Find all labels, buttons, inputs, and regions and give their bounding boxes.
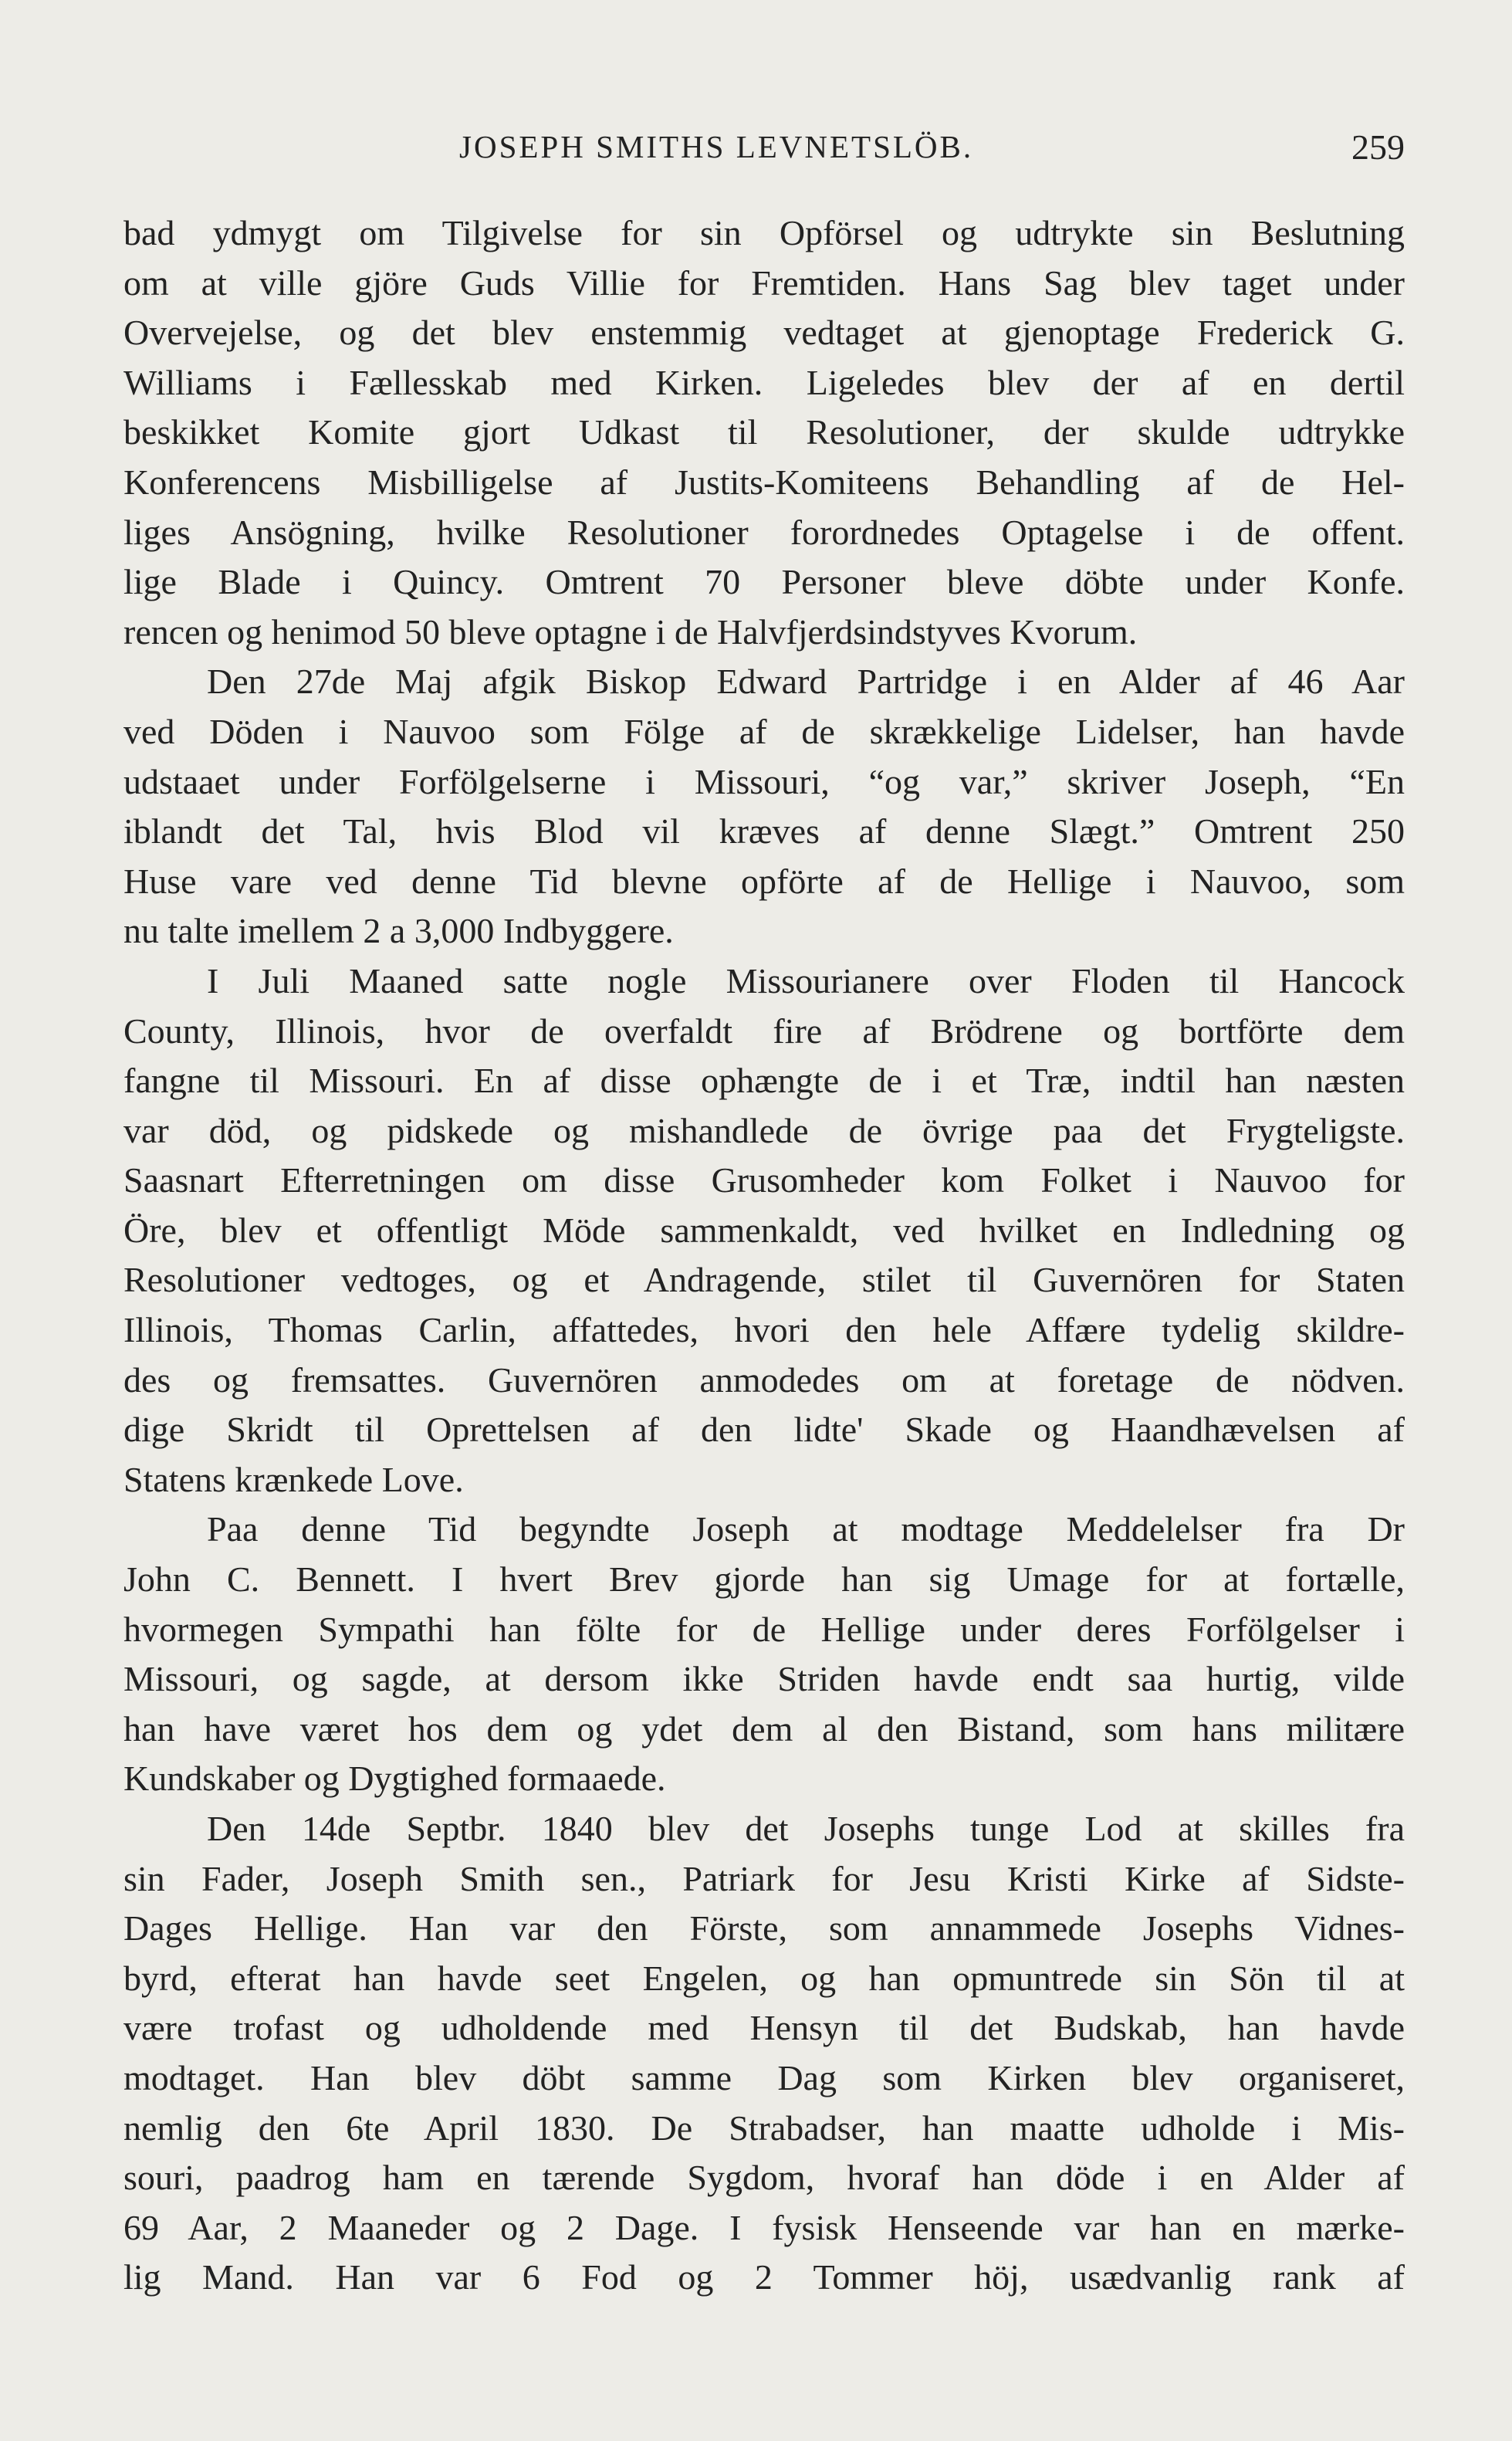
text-line: sin Fader, Joseph Smith sen., Patriark for Jesu Kristi Kirke af Sidste- bbox=[123, 1858, 1405, 1898]
text-line: iblandt det Tal, hvis Blod vil kræves af denne Slægt.” Omtrent 250 bbox=[123, 811, 1405, 851]
running-head bbox=[123, 128, 1405, 174]
text-line: beskikket Komite gjort Udkast til Resolutioner, der skulde udtrykke bbox=[123, 412, 1405, 452]
text-line: nemlig den 6te April 1830. De Strabadser, han maatte udholde i Mis- bbox=[123, 2108, 1405, 2148]
text-line: byrd, efterat han havde seet Engelen, og han opmuntrede sin Sön til at bbox=[123, 1958, 1405, 1998]
text-line: Saasnart Efterretningen om disse Grusomheder kom Folket i Nauvoo for bbox=[123, 1160, 1405, 1200]
text-line: liges Ansögning, hvilke Resolutioner forordnedes Optagelse i de offent. bbox=[123, 512, 1405, 552]
text-line: bad ydmygt om Tilgivelse for sin Opförsel og udtrykte sin Beslutning bbox=[123, 213, 1405, 252]
text-line: udstaaet under Forfölgelserne i Missouri, “og var,” skriver Joseph, “En bbox=[123, 761, 1405, 801]
text-line: souri, paadrog ham en tærende Sygdom, hvoraf han döde i en Alder af bbox=[123, 2158, 1405, 2198]
paragraph-first-line: I Juli Maaned satte nogle Missourianere over Floden til Hancock bbox=[207, 960, 1405, 1000]
text-line: han have været hos dem og ydet dem al den Bistand, som hans militære bbox=[123, 1708, 1405, 1749]
text-line: Resolutioner vedtoges, og et Andragende, stilet til Guvernören for Staten bbox=[123, 1260, 1405, 1300]
body-text bbox=[123, 208, 1405, 2303]
page-number: 259 bbox=[1351, 127, 1405, 167]
text-line: Konferencens Misbilligelse af Justits-Komiteens Behandling af de Hel- bbox=[123, 462, 1405, 502]
text-line: Dages Hellige. Han var den Förste, som annammede Josephs Vidnes- bbox=[123, 1908, 1405, 1948]
text-line: ved Döden i Nauvoo som Fölge af de skrækkelige Lidelser, han havde bbox=[123, 711, 1405, 751]
text-line: Huse vare ved denne Tid blevne opförte af de Hellige i Nauvoo, som bbox=[123, 861, 1405, 901]
text-line: 69 Aar, 2 Maaneder og 2 Dage. I fysisk Henseende var han en mærke- bbox=[123, 2207, 1405, 2247]
paragraph-first-line: Den 27de Maj afgik Biskop Edward Partridge i en Alder af 46 Aar bbox=[207, 662, 1405, 702]
text-line: fangne til Missouri. En af disse ophængte de i et Træ, indtil han næsten bbox=[123, 1061, 1405, 1101]
text-line: modtaget. Han blev döbt samme Dag som Kirken blev organiseret, bbox=[123, 2057, 1405, 2097]
text-line: County, Illinois, hvor de overfaldt fire af Brödrene og bortförte dem bbox=[123, 1011, 1405, 1051]
text-line: Williams i Fællesskab med Kirken. Ligeledes blev der af en dertil bbox=[123, 362, 1405, 402]
text-line: rencen og henimod 50 bleve optagne i de Halvfjerdsindstyves Kvorum. bbox=[123, 611, 1138, 652]
text-line: nu talte imellem 2 a 3,000 Indbyggere. bbox=[123, 911, 674, 951]
text-line: være trofast og udholdende med Hensyn til det Budskab, han havde bbox=[123, 2008, 1405, 2048]
text-line: Overvejelse, og det blev enstemmig vedtaget at gjenoptage Frederick G. bbox=[123, 313, 1405, 353]
paragraph-first-line: Den 14de Septbr. 1840 blev det Josephs tunge Lod at skilles fra bbox=[207, 1809, 1405, 1848]
running-title: JOSEPH SMITHS LEVNETSLÖB. bbox=[459, 129, 974, 164]
text-line: hvormegen Sympathi han fölte for de Hellige under deres Forfölgelser i bbox=[123, 1609, 1405, 1649]
text-line: Statens krænkede Love. bbox=[123, 1459, 464, 1499]
text-line: var död, og pidskede og mishandlede de övrige paa det Frygteligste. bbox=[123, 1110, 1405, 1150]
text-line: dige Skridt til Oprettelsen af den lidte' Skade og Haandhævelsen af bbox=[123, 1410, 1405, 1450]
text-line: des og fremsattes. Guvernören anmodedes om at foretage de nödven. bbox=[123, 1359, 1405, 1400]
text-line: Kundskaber og Dygtighed formaaede. bbox=[123, 1759, 666, 1799]
text-line: lig Mand. Han var 6 Fod og 2 Tommer höj, usædvanlig rank af bbox=[123, 2257, 1405, 2297]
text-line: om at ville gjöre Guds Villie for Fremtiden. Hans Sag blev taget under bbox=[123, 262, 1405, 303]
text-line: Öre, blev et offentligt Möde sammenkaldt, ved hvilket en Indledning og bbox=[123, 1210, 1405, 1250]
text-line: Illinois, Thomas Carlin, affattedes, hvori den hele Affære tydelig skildre- bbox=[123, 1310, 1405, 1350]
paragraph-first-line: Paa denne Tid begyndte Joseph at modtage Meddelelser fra Dr bbox=[207, 1509, 1405, 1549]
text-line: Missouri, og sagde, at dersom ikke Striden havde endt saa hurtig, vilde bbox=[123, 1659, 1405, 1699]
text-line: lige Blade i Quincy. Omtrent 70 Personer bleve döbte under Konfe. bbox=[123, 562, 1405, 602]
text-line: John C. Bennett. I hvert Brev gjorde han sig Umage for at fortælle, bbox=[123, 1559, 1405, 1600]
